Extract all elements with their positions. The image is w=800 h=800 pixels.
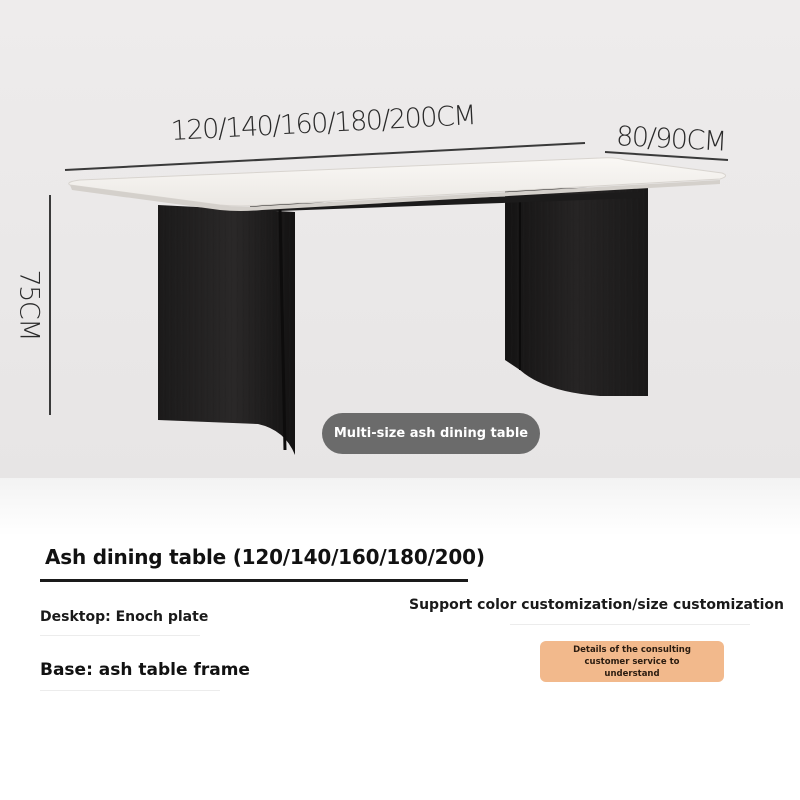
depth-dimension-label: 80/90CM: [615, 121, 727, 158]
desktop-spec: Desktop: Enoch plate: [40, 609, 209, 625]
height-dimension-label: 75CM: [13, 269, 45, 341]
divider: [40, 690, 220, 691]
spec-panel: [0, 478, 800, 800]
product-title: Ash dining table (120/140/160/180/200): [45, 545, 485, 569]
divider: [40, 635, 200, 636]
customization-note: Support color customization/size customization: [409, 597, 784, 613]
consult-customer-service-button[interactable]: Details of the consulting customer service to understand: [540, 641, 724, 682]
product-badge: Multi-size ash dining table: [322, 413, 540, 454]
base-spec: Base: ash table frame: [40, 660, 250, 680]
title-underline: [40, 579, 468, 582]
divider: [510, 624, 750, 625]
length-dimension-label: 120/140/160/180/200CM: [170, 100, 476, 147]
